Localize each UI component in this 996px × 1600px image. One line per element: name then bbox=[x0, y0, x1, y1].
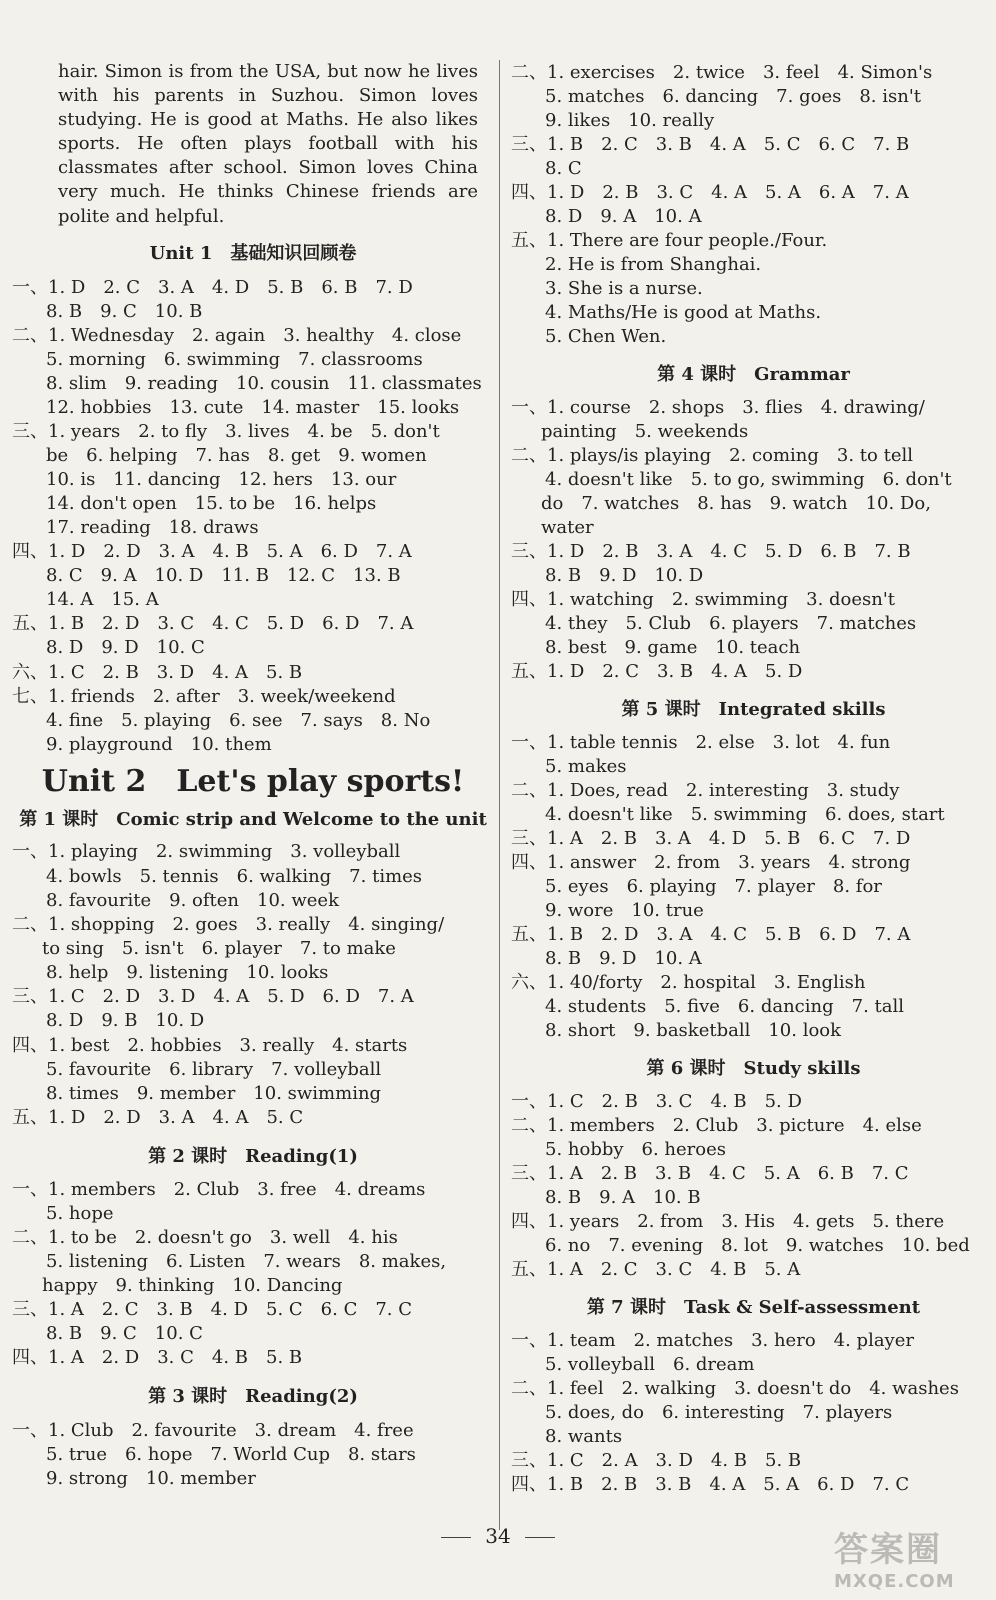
answer-line: 8. D 9. D 10. C bbox=[46, 637, 205, 658]
answer-line: 一、1. C 2. B 3. C 4. B 5. D bbox=[511, 1091, 802, 1112]
answer-line: 9. likes 10. really bbox=[545, 110, 715, 131]
answer-line: 四、1. watching 2. swimming 3. doesn't bbox=[511, 589, 896, 610]
answer-line: 五、1. B 2. D 3. A 4. C 5. B 6. D 7. A bbox=[511, 924, 911, 945]
answer-line: 2. He is from Shanghai. bbox=[545, 254, 762, 275]
answer-line: 四、1. years 2. from 3. His 4. gets 5. there bbox=[511, 1211, 945, 1232]
answer-line: 8. slim 9. reading 10. cousin 11. classmates bbox=[46, 373, 482, 394]
answer-line: 8. B 9. C 10. B bbox=[46, 301, 203, 322]
answer-line: painting 5. weekends bbox=[541, 421, 749, 442]
answer-line: 17. reading 18. draws bbox=[46, 517, 259, 538]
answer-line: 8. D 9. B 10. D bbox=[46, 1010, 205, 1031]
answer-line: 9. strong 10. member bbox=[46, 1468, 256, 1489]
answer-line: water bbox=[541, 517, 594, 538]
answer-line: 一、1. course 2. shops 3. flies 4. drawing/ bbox=[511, 397, 925, 418]
answer-line: 一、1. D 2. C 3. A 4. D 5. B 6. B 7. D bbox=[12, 277, 413, 298]
answer-line: 二、1. to be 2. doesn't go 3. well 4. his bbox=[12, 1227, 398, 1248]
answer-line: 5. eyes 6. playing 7. player 8. for bbox=[545, 876, 882, 897]
answer-line: 二、1. feel 2. walking 3. doesn't do 4. washes bbox=[511, 1378, 959, 1399]
answer-line: 8. B 9. D 10. A bbox=[545, 948, 702, 969]
answer-line: 5. makes bbox=[545, 756, 627, 777]
answer-line: 3. She is a nurse. bbox=[545, 278, 703, 299]
answer-line: 三、1. A 2. B 3. A 4. D 5. B 6. C 7. D bbox=[511, 828, 911, 849]
answer-line: 一、1. table tennis 2. else 3. lot 4. fun bbox=[511, 732, 891, 753]
answer-line: 一、1. members 2. Club 3. free 4. dreams bbox=[12, 1179, 426, 1200]
answer-line: 三、1. A 2. C 3. B 4. D 5. C 6. C 7. C bbox=[12, 1299, 413, 1320]
answer-line: 一、1. playing 2. swimming 3. volleyball bbox=[12, 841, 401, 862]
answer-line: 三、1. years 2. to fly 3. lives 4. be 5. don't bbox=[12, 421, 440, 442]
answer-line: to sing 5. isn't 6. player 7. to make bbox=[42, 938, 396, 959]
answer-line: 5. does, do 6. interesting 7. players bbox=[545, 1402, 893, 1423]
answer-line: 5. hope bbox=[46, 1203, 114, 1224]
answer-line: 8. B 9. C 10. C bbox=[46, 1323, 203, 1344]
answer-line: 4. Maths/He is good at Maths. bbox=[545, 302, 822, 323]
answer-line: 5. listening 6. Listen 7. wears 8. makes, bbox=[46, 1251, 447, 1272]
column-divider bbox=[499, 60, 500, 1530]
answer-line: be 6. helping 7. has 8. get 9. women bbox=[46, 445, 427, 466]
answer-line: 二、1. exercises 2. twice 3. feel 4. Simon's bbox=[511, 62, 933, 83]
answer-line: 六、1. C 2. B 3. D 4. A 5. B bbox=[12, 662, 303, 683]
answer-line: 8. B 9. D 10. D bbox=[545, 565, 704, 586]
answer-line: 12. hobbies 13. cute 14. master 15. looks bbox=[46, 397, 460, 418]
answer-line: 8. D 9. A 10. A bbox=[545, 206, 702, 227]
answer-line: 4. bowls 5. tennis 6. walking 7. times bbox=[46, 866, 423, 887]
answer-line: 5. Chen Wen. bbox=[545, 326, 667, 347]
watermark-url: MXQE.COM bbox=[834, 1571, 955, 1592]
answer-line: 四、1. D 2. D 3. A 4. B 5. A 6. D 7. A bbox=[12, 541, 412, 562]
answer-line: 三、1. D 2. B 3. A 4. C 5. D 6. B 7. B bbox=[511, 541, 911, 562]
intro-paragraph: hair. Simon is from the USA, but now he lives with his parents in Suzhou. Simon loves studying. He is good at Maths. He also likes sports. He often plays football with his classmates after school. Simon loves China very much. He thinks Chinese friends are polite and helpful. bbox=[58, 61, 478, 227]
answer-line: 4. doesn't like 5. swimming 6. does, start bbox=[545, 804, 945, 825]
answer-line: 四、1. A 2. D 3. C 4. B 5. B bbox=[12, 1347, 303, 1368]
answer-line: 四、1. best 2. hobbies 3. really 4. starts bbox=[12, 1035, 408, 1056]
answer-line: 5. hobby 6. heroes bbox=[545, 1139, 727, 1160]
section-heading: 第 1 课时 Comic strip and Welcome to the unit bbox=[19, 809, 487, 830]
answer-line: 4. students 5. five 6. dancing 7. tall bbox=[545, 996, 904, 1017]
answer-line: 8. short 9. basketball 10. look bbox=[545, 1020, 842, 1041]
answer-line: 8. C bbox=[545, 158, 582, 179]
answer-line: 四、1. B 2. B 3. B 4. A 5. A 6. D 7. C bbox=[511, 1474, 910, 1495]
answer-line: 5. favourite 6. library 7. volleyball bbox=[46, 1059, 382, 1080]
answer-line: 四、1. D 2. B 3. C 4. A 5. A 6. A 7. A bbox=[511, 182, 909, 203]
answer-line: 4. doesn't like 5. to go, swimming 6. don't bbox=[545, 469, 952, 490]
answer-line: 二、1. shopping 2. goes 3. really 4. singing/ bbox=[12, 914, 445, 935]
section-heading: Unit 2 Let's play sports! bbox=[41, 764, 465, 799]
watermark-logo: 答案圈 bbox=[834, 1530, 942, 1570]
answer-line: 8. favourite 9. often 10. week bbox=[46, 890, 339, 911]
answer-line: 6. no 7. evening 8. lot 9. watches 10. bed bbox=[545, 1235, 970, 1256]
answer-line: 三、1. C 2. D 3. D 4. A 5. D 6. D 7. A bbox=[12, 986, 414, 1007]
answer-line: 七、1. friends 2. after 3. week/weekend bbox=[12, 686, 396, 707]
answer-line: 一、1. Club 2. favourite 3. dream 4. free bbox=[12, 1420, 414, 1441]
answer-line: 四、1. answer 2. from 3. years 4. strong bbox=[511, 852, 911, 873]
answer-line: 5. morning 6. swimming 7. classrooms bbox=[46, 349, 423, 370]
answer-line: 五、1. D 2. C 3. B 4. A 5. D bbox=[511, 661, 803, 682]
answer-line: happy 9. thinking 10. Dancing bbox=[42, 1275, 343, 1296]
answer-line: 5. matches 6. dancing 7. goes 8. isn't bbox=[545, 86, 921, 107]
answer-line: 9. wore 10. true bbox=[545, 900, 704, 921]
section-heading: Unit 1 基础知识回顾卷 bbox=[149, 243, 357, 264]
answer-line: 六、1. 40/forty 2. hospital 3. English bbox=[511, 972, 866, 993]
answer-line: 8. wants bbox=[545, 1426, 623, 1447]
watermark bbox=[834, 1522, 984, 1592]
answer-line: 8. help 9. listening 10. looks bbox=[46, 962, 329, 983]
section-heading: 第 6 课时 Study skills bbox=[646, 1058, 861, 1079]
page-number: 34 bbox=[485, 1524, 511, 1548]
answer-line: 8. best 9. game 10. teach bbox=[545, 637, 801, 658]
section-heading: 第 2 课时 Reading(1) bbox=[148, 1146, 358, 1167]
answer-line: 5. volleyball 6. dream bbox=[545, 1354, 755, 1375]
answer-line: 五、1. B 2. D 3. C 4. C 5. D 6. D 7. A bbox=[12, 613, 414, 634]
answer-line: 三、1. A 2. B 3. B 4. C 5. A 6. B 7. C bbox=[511, 1163, 909, 1184]
answer-line: 5. true 6. hope 7. World Cup 8. stars bbox=[46, 1444, 416, 1465]
answer-line: 三、1. C 2. A 3. D 4. B 5. B bbox=[511, 1450, 802, 1471]
answer-line: 10. is 11. dancing 12. hers 13. our bbox=[46, 469, 397, 490]
answer-line: do 7. watches 8. has 9. watch 10. Do, bbox=[541, 493, 931, 514]
answer-line: 14. A 15. A bbox=[46, 589, 159, 610]
answer-line: 4. fine 5. playing 6. see 7. says 8. No bbox=[46, 710, 431, 731]
answer-line: 二、1. plays/is playing 2. coming 3. to tell bbox=[511, 445, 913, 466]
answer-line: 五、1. A 2. C 3. C 4. B 5. A bbox=[511, 1259, 801, 1280]
answer-line: 14. don't open 15. to be 16. helps bbox=[46, 493, 377, 514]
section-heading: 第 3 课时 Reading(2) bbox=[148, 1386, 358, 1407]
answer-line: 二、1. members 2. Club 3. picture 4. else bbox=[511, 1115, 922, 1136]
answer-line: 9. playground 10. them bbox=[46, 734, 272, 755]
answer-line: 8. B 9. A 10. B bbox=[545, 1187, 701, 1208]
answer-line: 一、1. team 2. matches 3. hero 4. player bbox=[511, 1330, 914, 1351]
answer-line: 三、1. B 2. C 3. B 4. A 5. C 6. C 7. B bbox=[511, 134, 910, 155]
section-heading: 第 7 课时 Task & Self-assessment bbox=[586, 1297, 921, 1318]
footer-dash-right bbox=[525, 1537, 555, 1538]
answer-line: 4. they 5. Club 6. players 7. matches bbox=[545, 613, 917, 634]
answer-line: 二、1. Wednesday 2. again 3. healthy 4. close bbox=[12, 325, 462, 346]
footer-dash-left bbox=[441, 1537, 471, 1538]
answer-line: 五、1. There are four people./Four. bbox=[511, 230, 828, 251]
section-heading: 第 4 课时 Grammar bbox=[657, 364, 850, 385]
answer-line: 五、1. D 2. D 3. A 4. A 5. C bbox=[12, 1107, 304, 1128]
answer-line: 8. times 9. member 10. swimming bbox=[46, 1083, 382, 1104]
answer-line: 8. C 9. A 10. D 11. B 12. C 13. B bbox=[46, 565, 401, 586]
answer-line: 二、1. Does, read 2. interesting 3. study bbox=[511, 780, 900, 801]
section-heading: 第 5 课时 Integrated skills bbox=[621, 699, 886, 720]
